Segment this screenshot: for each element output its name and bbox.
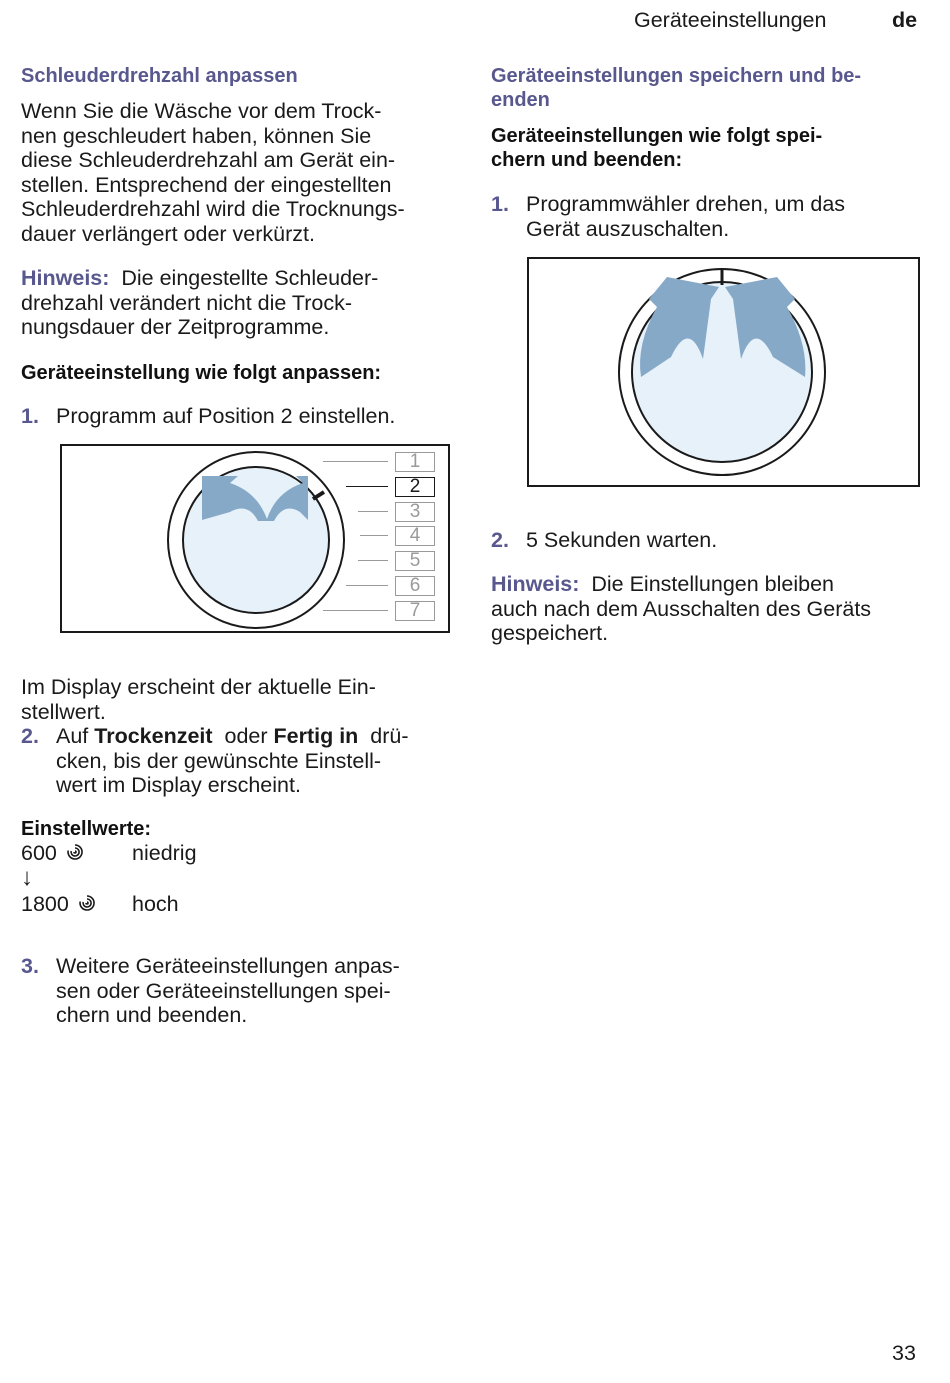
language-code: de — [892, 8, 918, 32]
section-heading — [491, 64, 861, 112]
procedure-heading — [491, 124, 822, 172]
step-text-line: sen oder Geräteeinstellungen spei- — [56, 978, 391, 1003]
position-line-5 — [358, 560, 388, 561]
step-text-line: wert im Display erscheint. — [56, 773, 301, 797]
step-number: 3. — [21, 954, 39, 978]
spin-icon — [66, 843, 84, 861]
running-header-section: Geräteeinstellungen — [634, 8, 827, 32]
note-label: Hinweis: — [21, 266, 110, 290]
note-line: Die eingestellte Schleuder- — [121, 266, 379, 290]
page-number: 33 — [892, 1341, 916, 1365]
note-paragraph — [21, 266, 378, 340]
intro-line: diese Schleuderdrehzahl am Gerät ein- — [21, 148, 396, 172]
position-label-1: 1 — [395, 452, 435, 472]
value-low-label: niedrig — [132, 841, 197, 865]
spin-icon — [78, 894, 96, 912]
step-text: Programm auf Position 2 einstellen. — [56, 404, 396, 428]
step-number: 2. — [491, 528, 509, 552]
step-text-line: Programmwähler drehen, um das — [526, 192, 846, 216]
display-paragraph — [21, 675, 376, 724]
value-row-low — [21, 841, 197, 866]
step-text-line: cken, bis der gewünschte Einstell- — [56, 748, 382, 773]
display-line: stellwert. — [21, 699, 106, 724]
intro-line: Wenn Sie die Wäsche vor dem Trock- — [21, 99, 382, 123]
step-text-line: chern und beenden. — [56, 1003, 248, 1027]
position-line-1 — [323, 461, 388, 462]
step-number: 2. — [21, 724, 39, 748]
program-dial-figure — [60, 444, 450, 633]
position-label-4: 4 — [395, 526, 435, 546]
value-high-label: hoch — [132, 892, 179, 916]
key-trockenzeit: Trockenzeit — [94, 724, 213, 748]
step-text-part: Auf — [56, 724, 95, 748]
step-text-line: Gerät auszuschalten. — [526, 216, 730, 241]
heading-line: Geräteeinstellungen speichern und be- — [491, 65, 862, 87]
note-line: drehzahl verändert nicht die Trock- — [21, 290, 353, 315]
step-text: 5 Sekunden warten. — [526, 528, 718, 552]
note-line: gespeichert. — [491, 621, 609, 645]
step-text-part: oder — [212, 724, 274, 748]
note-paragraph — [491, 572, 871, 646]
key-fertig-in: Fertig in — [273, 724, 359, 748]
position-label-2: 2 — [395, 477, 435, 497]
value-low: 600 — [21, 841, 57, 865]
position-line-4 — [360, 535, 388, 536]
value-row-high — [21, 892, 179, 917]
step-number: 1. — [491, 192, 509, 216]
range-arrow-icon: ↓ — [21, 864, 33, 891]
values-heading: Einstellwerte: — [21, 818, 152, 840]
position-line-3 — [358, 511, 388, 512]
position-label-7: 7 — [395, 601, 435, 621]
section-heading: Schleuderdrehzahl anpassen — [21, 65, 298, 87]
note-line: nungsdauer der Zeitprogramme. — [21, 315, 330, 339]
display-line: Im Display erscheint der aktuelle Ein- — [21, 675, 376, 699]
position-line-2 — [346, 486, 388, 487]
intro-line: nen geschleudert haben, können Sie — [21, 123, 372, 148]
off-dial-figure — [527, 257, 920, 487]
heading-line: enden — [491, 89, 550, 111]
intro-line: stellen. Entsprechend der eingestellten — [21, 172, 392, 197]
step-number: 1. — [21, 404, 39, 428]
procedure-heading: Geräteeinstellung wie folgt anpassen: — [21, 362, 382, 384]
position-label-5: 5 — [395, 551, 435, 571]
heading-line: Geräteeinstellungen wie folgt spei- — [491, 125, 823, 147]
dial-illustration — [529, 259, 918, 485]
note-line: auch nach dem Ausschalten des Geräts — [491, 596, 872, 621]
note-label: Hinweis: — [491, 572, 580, 596]
step-text-part: drü- — [358, 724, 409, 748]
value-high: 1800 — [21, 892, 69, 916]
step-text-line: Weitere Geräteeinstellungen anpas- — [56, 954, 400, 978]
position-line-6 — [346, 585, 388, 586]
dial-illustration — [62, 446, 448, 631]
intro-line: Schleuderdrehzahl wird die Trocknungs- — [21, 197, 405, 221]
intro-paragraph — [21, 99, 405, 246]
heading-line: chern und beenden: — [491, 149, 683, 171]
step-text — [526, 192, 845, 241]
position-label-3: 3 — [395, 502, 435, 522]
position-label-6: 6 — [395, 576, 435, 596]
position-line-7 — [323, 610, 388, 611]
note-line: Die Einstellungen bleiben — [591, 572, 835, 596]
step-text — [56, 724, 409, 798]
intro-line: dauer verlängert oder verkürzt. — [21, 221, 315, 246]
step-text — [56, 954, 400, 1028]
